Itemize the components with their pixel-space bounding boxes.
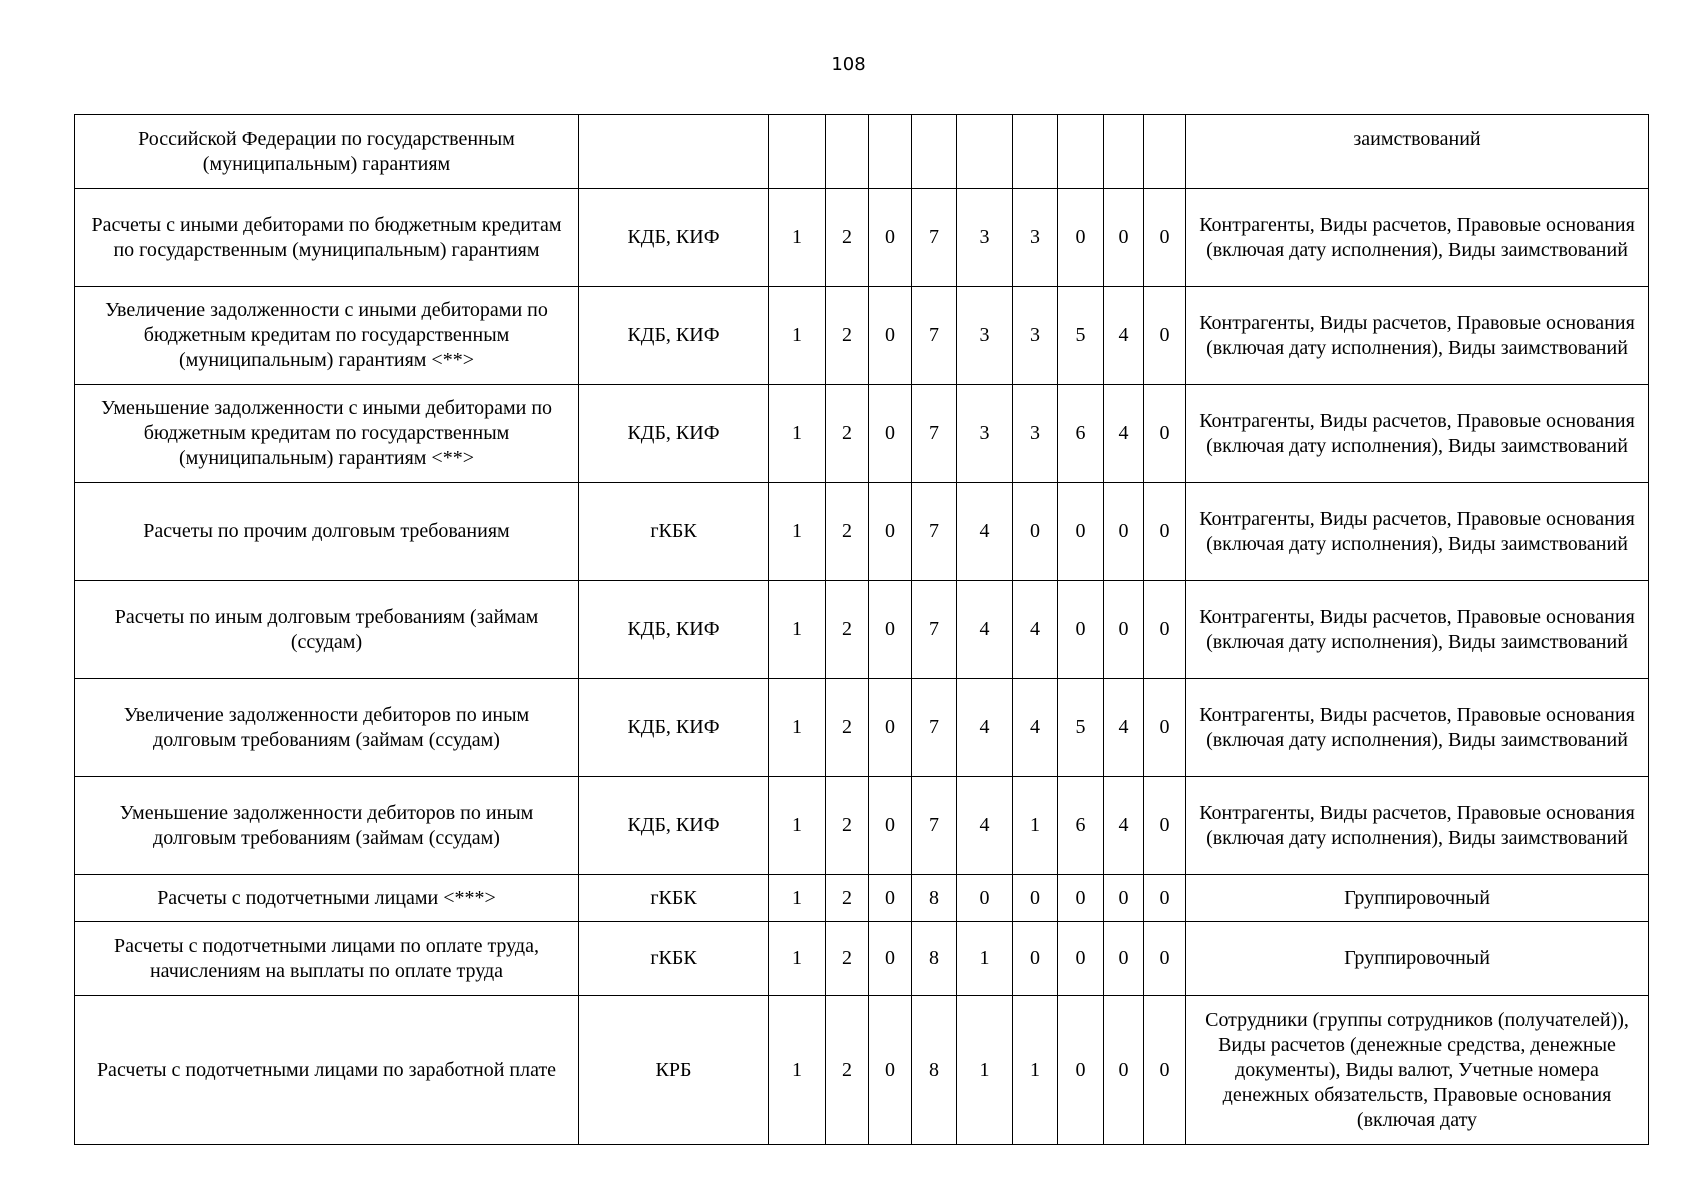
digit-cell: 5 [1058, 679, 1104, 777]
digit-cell [957, 115, 1013, 189]
digit-cell: 4 [1013, 581, 1058, 679]
digit-cell: 4 [1104, 287, 1144, 385]
analytics-cell: заимствований [1186, 115, 1649, 189]
digit-cell: 0 [869, 189, 912, 287]
digit-cell: 1 [769, 875, 826, 922]
digit-cell: 4 [957, 777, 1013, 875]
digit-cell: 1 [1013, 777, 1058, 875]
account-name-cell: Расчеты с подотчетными лицами по оплате труда, начислениям на выплаты по оплате труда [75, 922, 579, 996]
digit-cell: 0 [1144, 483, 1186, 581]
digit-cell: 4 [1104, 777, 1144, 875]
account-name-cell: Расчеты по прочим долговым требованиям [75, 483, 579, 581]
digit-cell: 1 [769, 679, 826, 777]
digit-cell: 0 [869, 385, 912, 483]
digit-cell: 2 [826, 581, 869, 679]
account-name-cell: Расчеты с подотчетными лицами по заработной плате [75, 996, 579, 1145]
digit-cell: 0 [1144, 875, 1186, 922]
digit-cell: 0 [1144, 777, 1186, 875]
digit-cell: 3 [1013, 189, 1058, 287]
digit-cell: 0 [1144, 581, 1186, 679]
analytics-cell: Контрагенты, Виды расчетов, Правовые основания (включая дату исполнения), Виды заимствований [1186, 581, 1649, 679]
table-row [75, 287, 1649, 385]
source-cell: КДБ, КИФ [579, 777, 769, 875]
account-name-cell: Российской Федерации по государственным (муниципальным) гарантиям [75, 115, 579, 189]
digit-cell: 0 [1104, 922, 1144, 996]
digit-cell [1144, 115, 1186, 189]
digit-cell: 8 [912, 922, 957, 996]
table-row [75, 385, 1649, 483]
digit-cell: 1 [957, 996, 1013, 1145]
digit-cell: 7 [912, 679, 957, 777]
digit-cell: 3 [957, 287, 1013, 385]
digit-cell: 8 [912, 875, 957, 922]
digit-cell: 0 [1058, 922, 1104, 996]
digit-cell: 0 [1144, 189, 1186, 287]
digit-cell: 2 [826, 996, 869, 1145]
digit-cell: 5 [1058, 287, 1104, 385]
digit-cell: 3 [1013, 385, 1058, 483]
digit-cell: 1 [769, 581, 826, 679]
digit-cell: 8 [912, 996, 957, 1145]
source-cell: КДБ, КИФ [579, 287, 769, 385]
digit-cell: 0 [1144, 996, 1186, 1145]
digit-cell: 0 [957, 875, 1013, 922]
table-row [75, 115, 1649, 189]
digit-cell: 0 [1104, 483, 1144, 581]
digit-cell [769, 115, 826, 189]
digit-cell: 2 [826, 287, 869, 385]
account-name-cell: Расчеты по иным долговым требованиям (займам (ссудам) [75, 581, 579, 679]
digit-cell: 7 [912, 385, 957, 483]
source-cell: КДБ, КИФ [579, 581, 769, 679]
digit-cell: 2 [826, 189, 869, 287]
digit-cell: 0 [1058, 483, 1104, 581]
source-cell: КРБ [579, 996, 769, 1145]
analytics-cell: Группировочный [1186, 875, 1649, 922]
digit-cell: 0 [1144, 922, 1186, 996]
digit-cell: 3 [1013, 287, 1058, 385]
account-name-cell: Расчеты с иными дебиторами по бюджетным кредитам по государственным (муниципальным) гарантиям [75, 189, 579, 287]
digit-cell: 6 [1058, 385, 1104, 483]
digit-cell: 0 [1013, 922, 1058, 996]
table-row [75, 189, 1649, 287]
digit-cell [912, 115, 957, 189]
account-name-cell: Увеличение задолженности дебиторов по иным долговым требованиям (займам (ссудам) [75, 679, 579, 777]
digit-cell: 2 [826, 679, 869, 777]
table-row [75, 777, 1649, 875]
digit-cell: 2 [826, 922, 869, 996]
digit-cell: 0 [1144, 385, 1186, 483]
source-cell [579, 115, 769, 189]
account-name-cell: Расчеты с подотчетными лицами <***> [75, 875, 579, 922]
account-name-cell: Уменьшение задолженности дебиторов по иным долговым требованиям (займам (ссудам) [75, 777, 579, 875]
digit-cell: 0 [1058, 189, 1104, 287]
digit-cell: 0 [869, 287, 912, 385]
digit-cell: 1 [769, 385, 826, 483]
account-name-cell: Уменьшение задолженности с иными дебиторами по бюджетным кредитам по государственным (муниципальным) гарантиям <**> [75, 385, 579, 483]
digit-cell: 2 [826, 777, 869, 875]
digit-cell: 4 [1104, 385, 1144, 483]
digit-cell: 0 [869, 996, 912, 1145]
source-cell: КДБ, КИФ [579, 385, 769, 483]
digit-cell: 0 [1013, 875, 1058, 922]
digit-cell: 0 [1104, 189, 1144, 287]
digit-cell: 0 [1104, 996, 1144, 1145]
digit-cell: 6 [1058, 777, 1104, 875]
digit-cell: 0 [869, 777, 912, 875]
digit-cell: 0 [1058, 875, 1104, 922]
digit-cell: 0 [1104, 875, 1144, 922]
digit-cell: 4 [957, 679, 1013, 777]
digit-cell: 0 [869, 581, 912, 679]
digit-cell: 7 [912, 777, 957, 875]
analytics-cell: Контрагенты, Виды расчетов, Правовые основания (включая дату исполнения), Виды заимствований [1186, 287, 1649, 385]
digit-cell: 1 [769, 189, 826, 287]
digit-cell [1058, 115, 1104, 189]
analytics-cell: Контрагенты, Виды расчетов, Правовые основания (включая дату исполнения), Виды заимствований [1186, 777, 1649, 875]
digit-cell: 1 [769, 922, 826, 996]
digit-cell: 4 [1104, 679, 1144, 777]
digit-cell: 0 [869, 875, 912, 922]
digit-cell: 7 [912, 287, 957, 385]
accounts-table [74, 114, 1649, 1145]
table-row [75, 922, 1649, 996]
table-row [75, 679, 1649, 777]
digit-cell [1013, 115, 1058, 189]
digit-cell: 1 [769, 996, 826, 1145]
digit-cell: 1 [957, 922, 1013, 996]
digit-cell: 2 [826, 875, 869, 922]
analytics-cell: Контрагенты, Виды расчетов, Правовые основания (включая дату исполнения), Виды заимствований [1186, 189, 1649, 287]
table-row [75, 483, 1649, 581]
digit-cell: 0 [1058, 996, 1104, 1145]
analytics-cell: Контрагенты, Виды расчетов, Правовые основания (включая дату исполнения), Виды заимствований [1186, 483, 1649, 581]
analytics-cell: Контрагенты, Виды расчетов, Правовые основания (включая дату исполнения), Виды заимствований [1186, 385, 1649, 483]
digit-cell: 7 [912, 581, 957, 679]
table-row [75, 996, 1649, 1145]
digit-cell: 0 [1013, 483, 1058, 581]
digit-cell: 0 [1144, 679, 1186, 777]
digit-cell: 3 [957, 189, 1013, 287]
digit-cell: 7 [912, 189, 957, 287]
table-row [75, 875, 1649, 922]
digit-cell [826, 115, 869, 189]
digit-cell: 1 [769, 287, 826, 385]
digit-cell: 1 [1013, 996, 1058, 1145]
analytics-cell: Контрагенты, Виды расчетов, Правовые основания (включая дату исполнения), Виды заимствований [1186, 679, 1649, 777]
digit-cell: 0 [869, 483, 912, 581]
table-row [75, 581, 1649, 679]
digit-cell: 4 [957, 483, 1013, 581]
digit-cell: 1 [769, 483, 826, 581]
analytics-cell: Сотрудники (группы сотрудников (получателей)), Виды расчетов (денежные средства, денежные документы), Виды валют, Учетные номера денежных обязательств, Правовые основания (включая дату [1186, 996, 1649, 1145]
digit-cell: 0 [869, 679, 912, 777]
source-cell: гКБК [579, 483, 769, 581]
source-cell: КДБ, КИФ [579, 189, 769, 287]
digit-cell: 7 [912, 483, 957, 581]
digit-cell: 0 [1144, 287, 1186, 385]
source-cell: КДБ, КИФ [579, 679, 769, 777]
digit-cell: 0 [1058, 581, 1104, 679]
page-number: 108 [831, 54, 866, 75]
digit-cell [869, 115, 912, 189]
source-cell: гКБК [579, 922, 769, 996]
digit-cell [1104, 115, 1144, 189]
account-name-cell: Увеличение задолженности с иными дебиторами по бюджетным кредитам по государственным (муниципальным) гарантиям <**> [75, 287, 579, 385]
digit-cell: 4 [957, 581, 1013, 679]
source-cell: гКБК [579, 875, 769, 922]
digit-cell: 0 [1104, 581, 1144, 679]
analytics-cell: Группировочный [1186, 922, 1649, 996]
digit-cell: 1 [769, 777, 826, 875]
digit-cell: 2 [826, 385, 869, 483]
digit-cell: 2 [826, 483, 869, 581]
digit-cell: 4 [1013, 679, 1058, 777]
digit-cell: 3 [957, 385, 1013, 483]
digit-cell: 0 [869, 922, 912, 996]
